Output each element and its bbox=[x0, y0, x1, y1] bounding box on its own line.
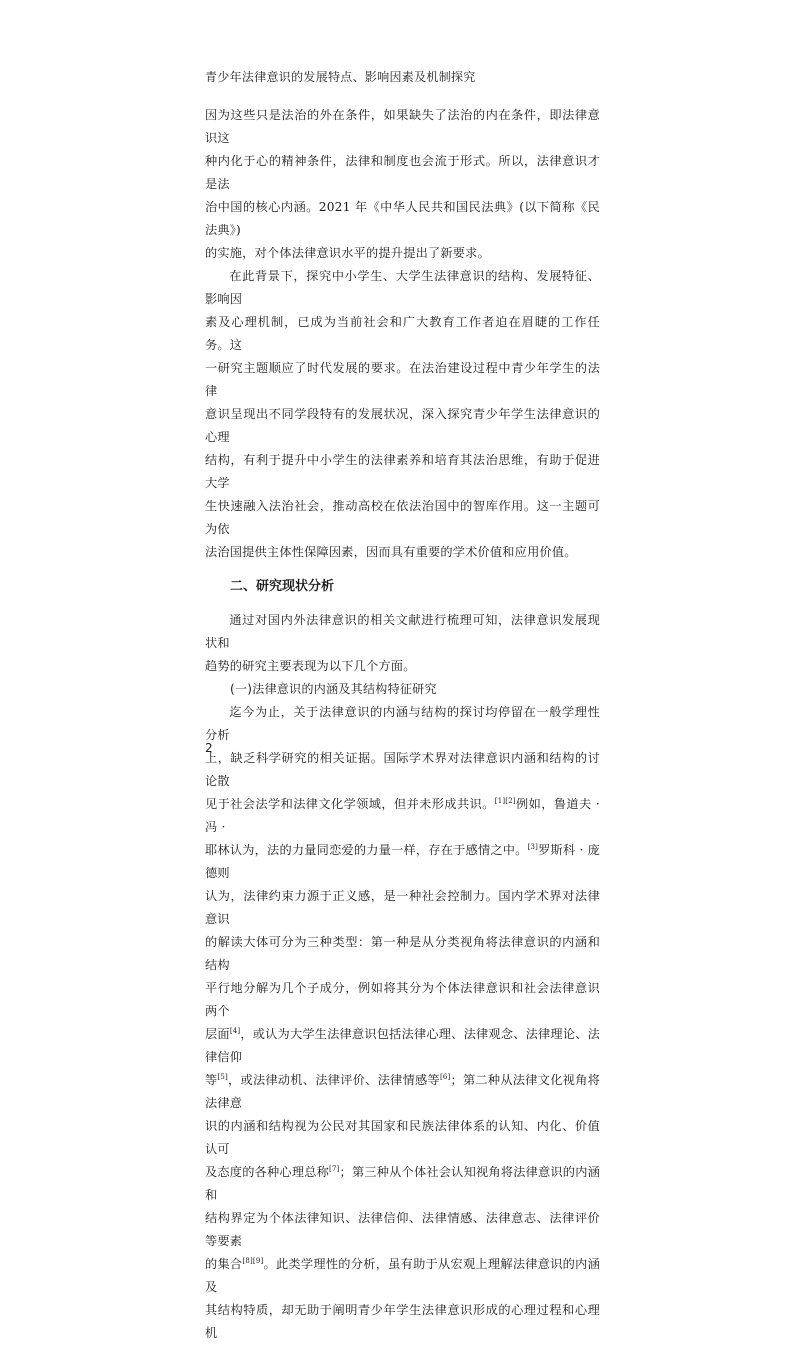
citation-marker: [5] bbox=[217, 1072, 228, 1081]
page-body bbox=[205, 104, 600, 1345]
paragraph-main bbox=[205, 701, 600, 1345]
text-line: 意识呈现出不同学段特有的发展状况，深入探究青少年学生法律意识的心理 bbox=[205, 407, 600, 444]
text-segment: 层面 bbox=[205, 1027, 230, 1041]
citation-marker: [7] bbox=[329, 1164, 340, 1173]
paragraph-background bbox=[205, 265, 600, 564]
text-line: 通过对国内外法律意识的相关文献进行梳理可知，法律意识发展现状和 bbox=[205, 613, 600, 650]
text-segment: 的集合 bbox=[205, 1257, 243, 1271]
paragraph-intro bbox=[205, 609, 600, 678]
text-line: 种内化于心的精神条件，法律和制度也会流于形式。所以，法律意识才是法 bbox=[205, 154, 600, 191]
text-line: 一研究主题顺应了时代发展的要求。在法治建设过程中青少年学生的法律 bbox=[205, 361, 600, 398]
text-segment: 等 bbox=[205, 1073, 218, 1087]
text-line: 的解读大体可分为三种类型：第一种是从分类视角将法律意识的内涵和结构 bbox=[205, 935, 600, 972]
text-line bbox=[205, 839, 600, 885]
text-line: 上，缺乏科学研究的相关证据。国际学术界对法律意识内涵和结构的讨论散 bbox=[205, 751, 600, 788]
text-line bbox=[205, 1161, 600, 1207]
text-line bbox=[205, 1069, 600, 1115]
paragraph-continued bbox=[205, 104, 600, 265]
text-line: 结构界定为个体法律知识、法律信仰、法律情感、法律意志、法律评价等要素 bbox=[205, 1211, 600, 1248]
text-segment: 例如，鲁道夫 · 冯 · bbox=[205, 797, 600, 834]
citation-marker: [6] bbox=[439, 1072, 451, 1081]
section-heading: 二、研究现状分析 bbox=[230, 579, 335, 594]
text-line: 趋势的研究主要表现为以下几个方面。 bbox=[205, 659, 416, 673]
text-line: 的实施，对个体法律意识水平的提升提出了新要求。 bbox=[205, 246, 490, 260]
citation-marker: [1][2] bbox=[494, 796, 516, 805]
text-line bbox=[205, 1253, 600, 1299]
text-segment: 见于社会法学和法律文化学领域，但并未形成共识。 bbox=[205, 797, 495, 811]
text-segment: 。此类学理性的分析，虽有助于从宏观上理解法律意识的内涵及 bbox=[205, 1257, 600, 1294]
text-line: 治中国的核心内涵。2021 年《中华人民共和国民法典》(以下简称《民法典》) bbox=[205, 200, 600, 237]
text-line: 认为，法律约束力源于正义感，是一种社会控制力。国内学术界对法律意识 bbox=[205, 889, 600, 926]
text-segment: 及态度的各种心理总称 bbox=[205, 1165, 330, 1179]
text-segment: ；第二种从法律文化视角将法律意 bbox=[205, 1073, 600, 1110]
text-line: 迄今为止，关于法律意识的内涵与结构的探讨均停留在一般学理性分析 bbox=[205, 705, 600, 742]
citation-marker: [3] bbox=[527, 842, 539, 851]
text-line: 其结构特质，却无助于阐明青少年学生法律意识形成的心理过程和心理机 bbox=[205, 1303, 600, 1340]
page-number: 2 bbox=[205, 741, 213, 755]
text-line: 素及心理机制，已成为当前社会和广大教育工作者迫在眉睫的工作任务。这 bbox=[205, 315, 600, 352]
text-line: 法治国提供主体性保障因素，因而具有重要的学术价值和应用价值。 bbox=[205, 545, 577, 559]
text-line: 识的内涵和结构视为公民对其国家和民族法律体系的认知、内化、价值认可 bbox=[205, 1119, 600, 1156]
text-segment: 罗斯科 · 庞德则 bbox=[205, 843, 600, 880]
text-line: 生快速融入法治社会，推动高校在依法治国中的智库作用。这一主题可为依 bbox=[205, 499, 600, 536]
citation-marker: [4] bbox=[229, 1026, 241, 1035]
text-segment: ，或认为大学生法律意识包括法律心理、法律观念、法律理论、法律信仰 bbox=[205, 1027, 600, 1064]
text-segment: 耶林认为，法的力量同恋爱的力量一样，存在于感情之中。 bbox=[205, 843, 528, 857]
text-line: 平行地分解为几个子成分，例如将其分为个体法律意识和社会法律意识两个 bbox=[205, 981, 600, 1018]
text-line: 在此背景下，探究中小学生、大学生法律意识的结构、发展特征、影响因 bbox=[205, 269, 600, 306]
citation-marker: [8][9] bbox=[242, 1256, 264, 1265]
text-segment: ；第三种从个体社会认知视角将法律意识的内涵和 bbox=[205, 1165, 600, 1202]
text-line: 因为这些只是法治的外在条件，如果缺失了法治的内在条件，即法律意识这 bbox=[205, 108, 600, 145]
text-segment: ，或法律动机、法律评价、法律情感等 bbox=[227, 1073, 440, 1087]
subsection-heading: (一)法律意识的内涵及其结构特征研究 bbox=[230, 682, 437, 696]
text-line bbox=[205, 1023, 600, 1069]
text-line: 结构，有利于提升中小学生的法律素养和培育其法治思维，有助于促进大学 bbox=[205, 453, 600, 490]
running-head: 青少年法律意识的发展特点、影响因素及机制探究 bbox=[205, 70, 476, 84]
